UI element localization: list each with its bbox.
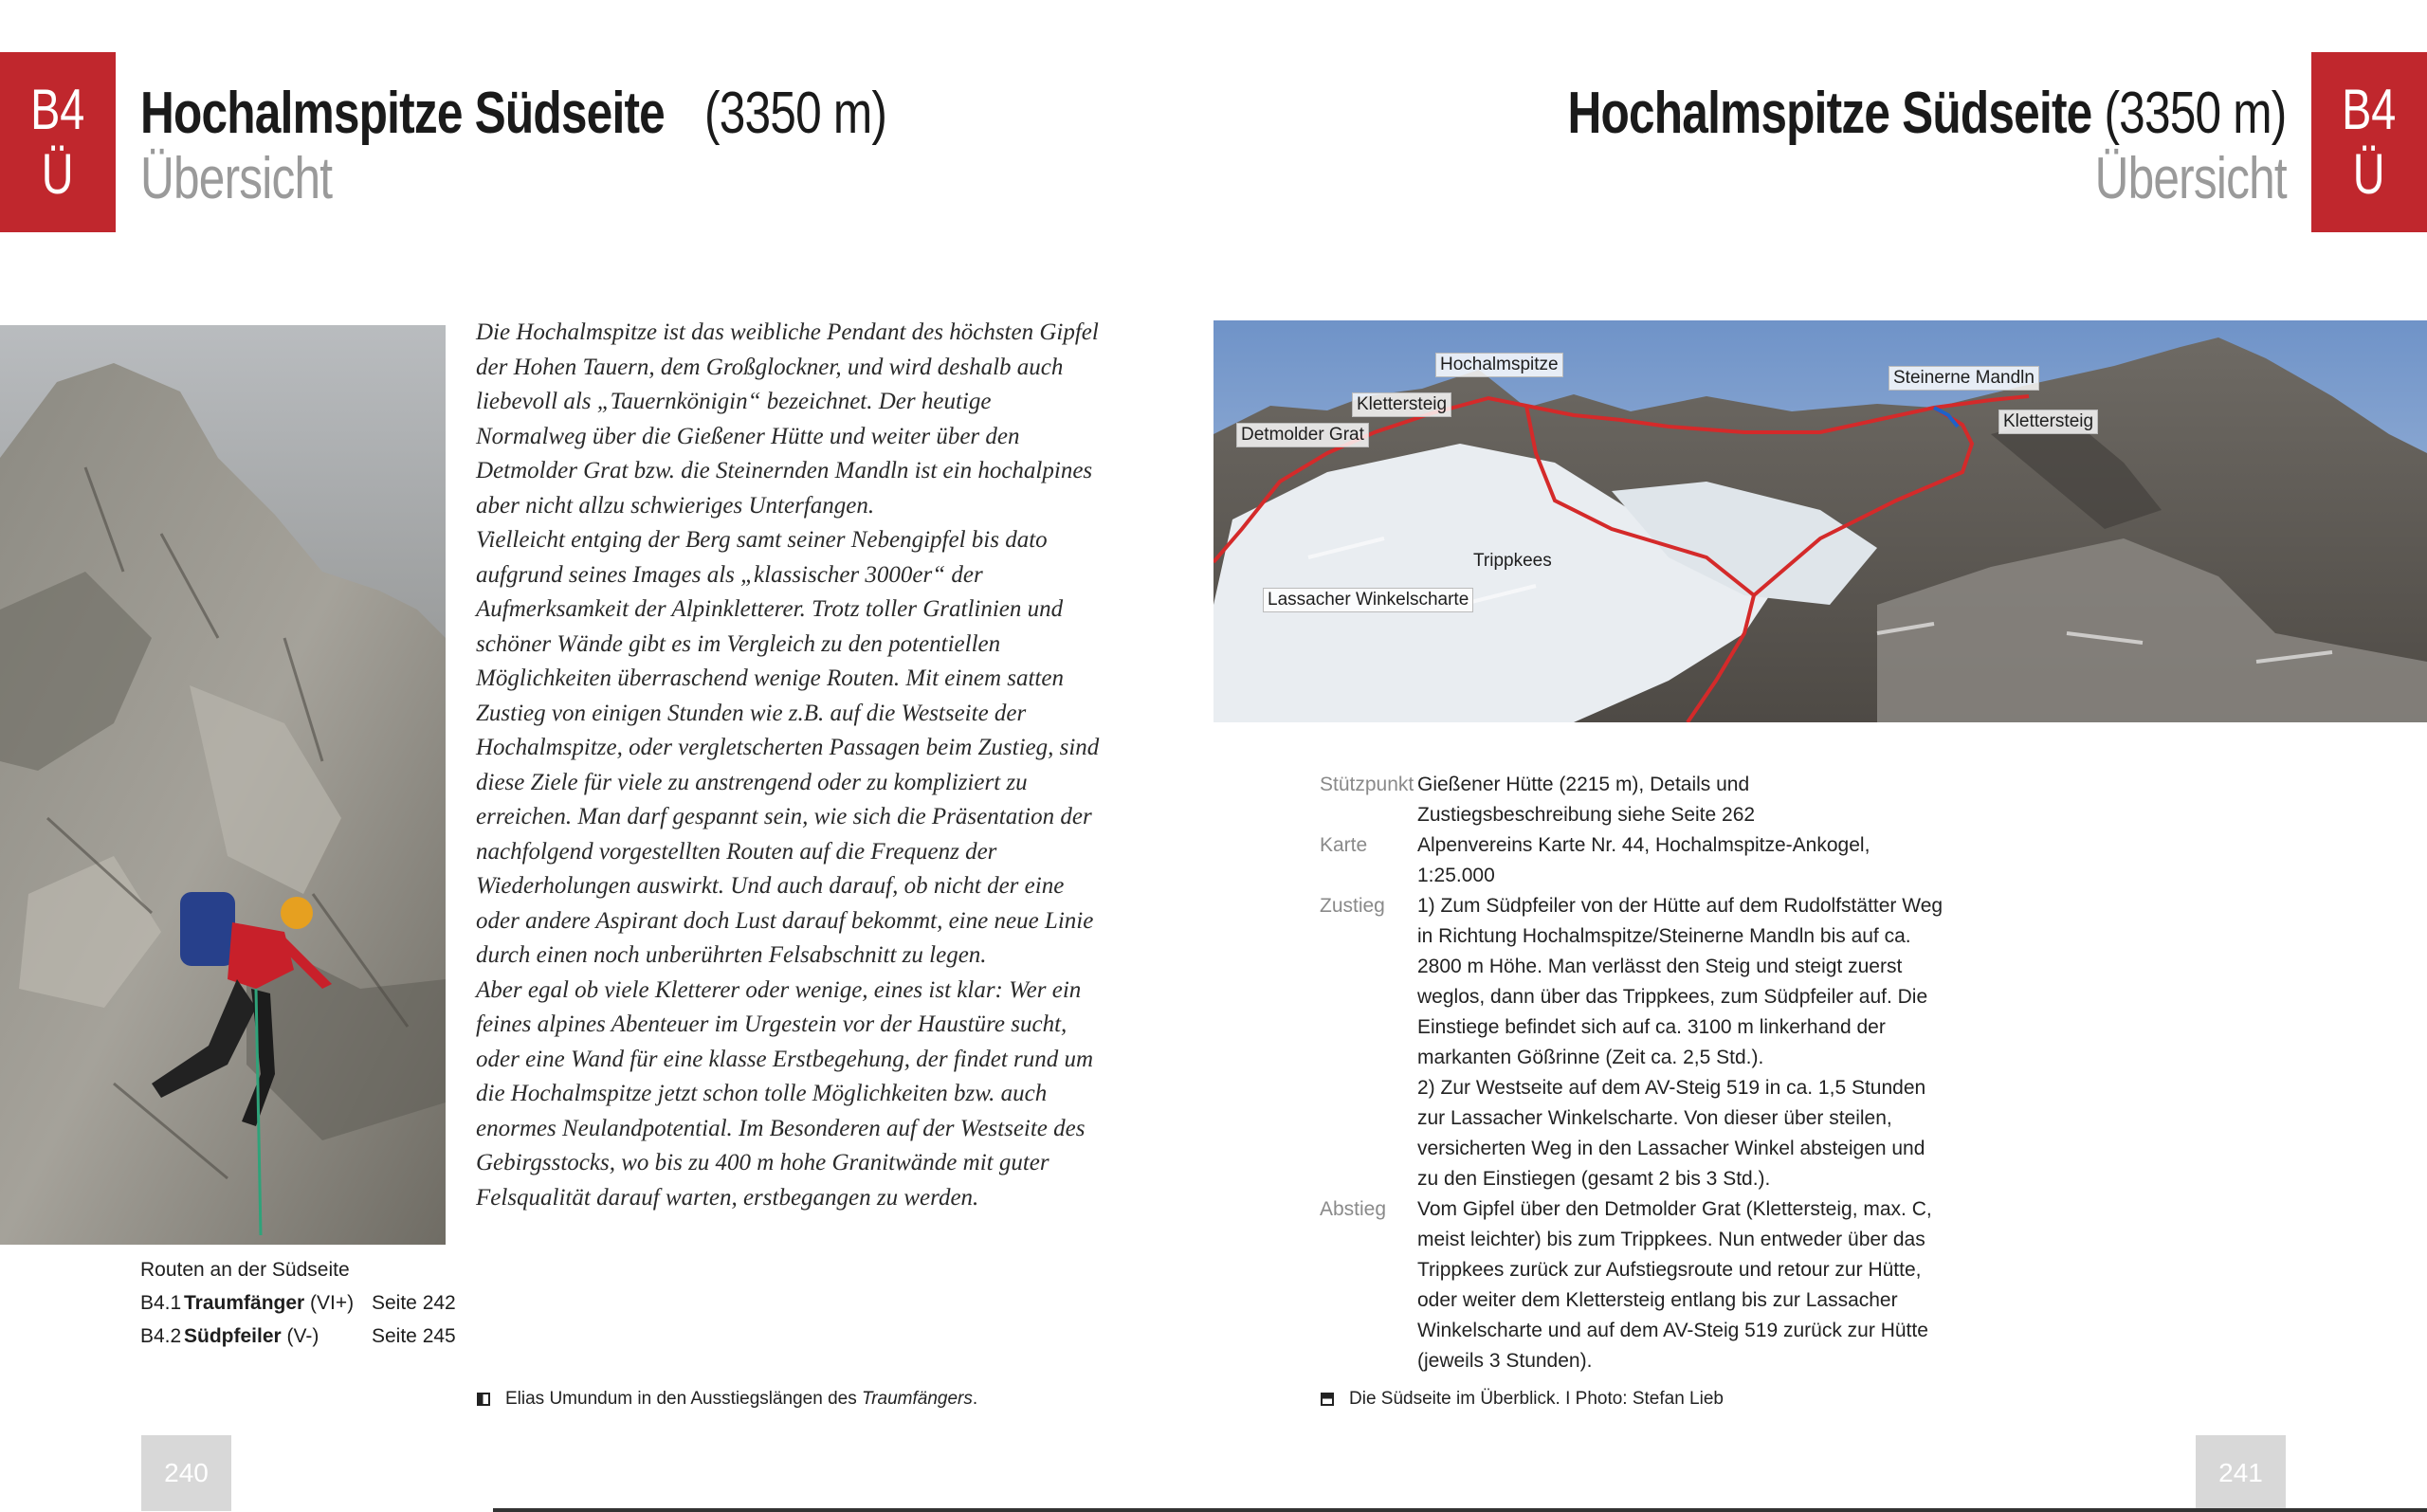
route-code: B4.1 [140, 1292, 182, 1314]
info-row-abstieg [1320, 1194, 1948, 1376]
intro-text [476, 316, 1107, 1215]
routes-heading: Routen an der Südseite [140, 1259, 350, 1281]
info-box [1320, 770, 1948, 1376]
caption-text: Die Südseite im Überblick. I Photo: Stefan Lieb [1349, 1389, 1724, 1409]
info-value: Alpenvereins Karte Nr. 44, Hochalmspitze-Ankogel, 1:25.000 [1417, 834, 1870, 886]
info-row-karte [1320, 830, 1948, 891]
page-title-right [1388, 81, 2287, 147]
subtitle-text: Übersicht [2094, 146, 2287, 211]
bottom-rule [493, 1508, 2427, 1512]
chapter-tab-left [0, 52, 116, 232]
route-grade: (VI+) [310, 1292, 355, 1314]
route-page: Seite 242 [372, 1292, 456, 1314]
info-label: Abstieg [1320, 1198, 1387, 1220]
info-value: 1) Zum Südpfeiler von der Hütte auf dem Rudolfstätter Weg in Richtung Hochalmspitze/Steinerne Mandln bis auf ca. 2800 m Höhe. Man verlässt den Steig und steigt zuerst weglos, dann über das Trippkees, zum Südpfeiler auf. Die Einstiege befindet sich auf ca. 3100 m linkerhand der markanten Gößrinne (Zeit ca. 2,5 Std.). [1417, 895, 1943, 1068]
climber-photo [0, 325, 446, 1245]
chapter-code: B4 [30, 78, 85, 141]
info-label: Zustieg [1320, 895, 1385, 917]
chapter-letter: Ü [42, 142, 74, 206]
photo-caption-right [1321, 1388, 1724, 1411]
photo-label-lassacher: Lassacher Winkelscharte [1263, 588, 1473, 612]
info-value-2: 2) Zur Westseite auf dem AV-Steig 519 in ca. 1,5 Stunden zur Lassacher Winkelscharte. Von dieser über steilen, versicherten Weg in den Lassacher Winkel absteigen und zu den Einstiegen (gesamt 2 bis 3 Std.). [1417, 1077, 1926, 1190]
route-page: Seite 245 [372, 1325, 456, 1347]
photo-label-klettersteig-left: Klettersteig [1352, 392, 1451, 417]
route-item-1[interactable] [140, 1288, 456, 1319]
intro-paragraph: Aber egal ob viele Kletterer oder wenige, eines ist klar: Wer ein feines alpines Abenteuer im Urgestein vor der Haustüre sucht, oder eine Wand für eine klasse Erstbegehung, der findet rund um die Hochalmspitze jetzt schon tolle Möglichkeiten bzw. auch enormes Neulandpotential. Im Besonderen auf der Westseite des Gebirgsstocks, wo bis zu 400 m hohe Granitwände mit guter Felsqualität darauf warten, erstbegangen zu werden. [476, 976, 1094, 1211]
routes-box [140, 1255, 456, 1352]
route-name: Traumfänger [184, 1292, 305, 1314]
title-elevation: (3350 m) [2104, 81, 2287, 146]
route-grade: (V-) [286, 1325, 319, 1347]
route-code: B4.2 [140, 1325, 182, 1347]
page-number-right [2196, 1435, 2286, 1511]
caption-italic: Traumfängers [862, 1389, 973, 1409]
chapter-letter: Ü [2353, 142, 2385, 206]
title-elevation: (3350 m) [704, 81, 887, 146]
panorama-illustration [1214, 320, 2427, 722]
caption-suffix: . [972, 1389, 978, 1409]
chapter-tab-right [2311, 52, 2427, 232]
caption-top-icon [1321, 1393, 1334, 1406]
photo-label-trippkees: Trippkees [1473, 551, 1552, 571]
photo-label-klettersteig-right: Klettersteig [1998, 410, 2098, 434]
page-subtitle-right [2047, 148, 2287, 210]
photo-label-hochalmspitze: Hochalmspitze [1435, 353, 1563, 377]
caption-prefix: Elias Umundum in den Ausstiegslängen des [505, 1389, 863, 1409]
photo-label-detmolder-grat: Detmolder Grat [1236, 423, 1369, 447]
page-subtitle-left [140, 148, 380, 210]
info-value: Gießener Hütte (2215 m), Details und Zustiegsbeschreibung siehe Seite 262 [1417, 774, 1756, 826]
caption-left-icon [477, 1393, 490, 1406]
page-number-text: 241 [2218, 1458, 2263, 1487]
title-name: Hochalmspitze Südseite [1567, 81, 2092, 146]
info-label: Karte [1320, 834, 1368, 856]
route-name: Südpfeiler [184, 1325, 282, 1347]
page-number-left [141, 1435, 231, 1511]
info-label: Stützpunkt [1320, 774, 1414, 795]
panorama-photo [1214, 320, 2427, 722]
photo-caption-left [477, 1388, 977, 1411]
title-name: Hochalmspitze Südseite [140, 81, 665, 146]
page-title-left [140, 81, 932, 147]
info-row-zustieg [1320, 891, 1948, 1194]
photo-label-steinerne-mandln: Steinerne Mandln [1889, 366, 2039, 391]
info-value: Vom Gipfel über den Detmolder Grat (Klettersteig, max. C, meist leichter) bis zum Trippkees. Nun entweder über das Trippkees zurück zur Aufstiegsroute und retour zur Hütte, oder weiter dem Klettersteig entlang bis zur Lassacher Winkelscharte und auf dem AV-Steig 519 zurück zur Hütte (jeweils 3 Stunden). [1417, 1198, 1932, 1372]
route-item-2[interactable] [140, 1321, 456, 1352]
page-number-text: 240 [164, 1458, 209, 1487]
chapter-code: B4 [2342, 78, 2397, 141]
intro-paragraph: Die Hochalmspitze ist das weibliche Pendant des höchsten Gipfel der Hohen Tauern, dem Großglockner, und wird deshalb auch liebevoll als „Tauernkönigin“ bezeichnet. Der heutige Normalweg über die Gießener Hütte und weiter über den Detmolder Grat bzw. die Steinernden Mandln ist ein hochalpines aber nicht allzu schwieriges Unterfangen. [476, 319, 1099, 519]
subtitle-text: Übersicht [140, 146, 333, 211]
info-row-stuetzpunkt [1320, 770, 1948, 830]
intro-paragraph: Vielleicht entging der Berg samt seiner Nebengipfel bis dato aufgrund seines Images als „klassischer 3000er“ der Aufmerksamkeit der Alpinkletterer. Trotz toller Gratlinien und schöner Wände gibt es im Vergleich zu den potentiellen Möglichkeiten überraschend wenige Routen. Mit einem satten Zustieg von einigen Stunden wie z.B. auf die Westseite der Hochalmspitze, oder vergletscherten Passagen beim Zustieg, sind diese Ziele für viele zu anstrengend oder zu kompliziert zu erreichen. Man darf gespannt sein, wie sich die Präsentation der nachfolgend vorgestellten Routen auf die Frequenz der Wiederholungen auswirkt. Und auch darauf, ob nicht der eine oder andere Aspirant doch Lust darauf bekommt, eine neue Linie durch einen noch unberührten Felsabschnitt zu legen. [476, 527, 1100, 968]
